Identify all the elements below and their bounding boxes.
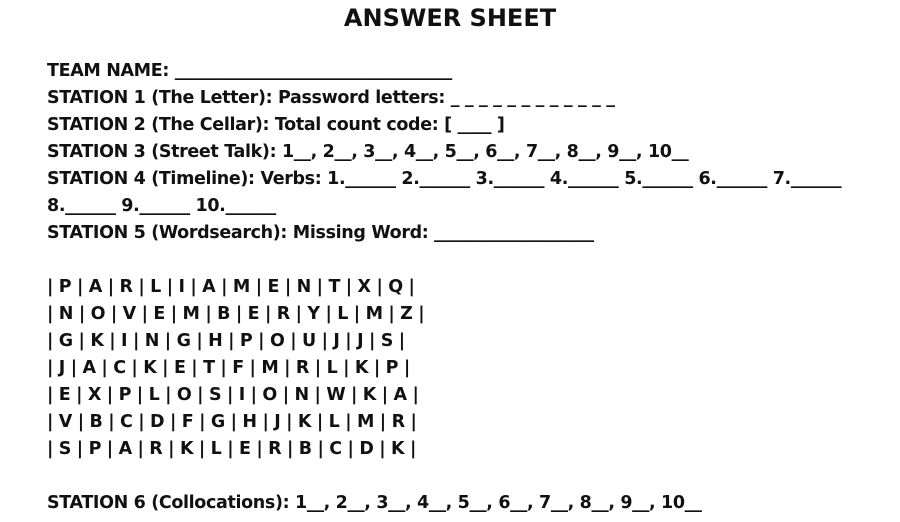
wordsearch-row: | S | P | A | R | K | L | E | R | B | C | D | K | xyxy=(47,439,417,459)
station-5-line: STATION 5 (Wordsearch): Missing Word: ___________________ xyxy=(47,223,594,243)
page-title: ANSWER SHEET xyxy=(343,4,557,32)
wordsearch-row: | V | B | C | D | F | G | H | J | K | L | M | R | xyxy=(47,412,417,432)
wordsearch-row: | G | K | I | N | G | H | P | O | U | J | J | S | xyxy=(47,331,405,351)
station-1-line: STATION 1 (The Letter): Password letters: _ _ _ _ _ _ _ _ _ _ _ _ xyxy=(47,88,615,108)
station-2-line: STATION 2 (The Cellar): Total count code: [ ____ ] xyxy=(47,115,505,135)
station-6-line: STATION 6 (Collocations): 1__, 2__, 3__, 4__, 5__, 6__, 7__, 8__, 9__, 10__ xyxy=(47,493,702,513)
wordsearch-row: | N | O | V | E | M | B | E | R | Y | L | M | Z | xyxy=(47,304,425,324)
wordsearch-row: | E | X | P | L | O | S | I | O | N | W | K | A | xyxy=(47,385,419,405)
team-name-line: TEAM NAME: _________________________________ xyxy=(47,61,452,81)
station-4-line-continued: 8.______ 9.______ 10.______ xyxy=(47,196,276,216)
wordsearch-row: | J | A | C | K | E | T | F | M | R | L | K | P | xyxy=(47,358,410,378)
station-3-line: STATION 3 (Street Talk): 1__, 2__, 3__, 4__, 5__, 6__, 7__, 8__, 9__, 10__ xyxy=(47,142,689,162)
wordsearch-row: | P | A | R | L | I | A | M | E | N | T | X | Q | xyxy=(47,277,415,297)
station-4-line: STATION 4 (Timeline): Verbs: 1.______ 2.______ 3.______ 4.______ 5.______ 6.______ 7.______ xyxy=(47,169,842,189)
